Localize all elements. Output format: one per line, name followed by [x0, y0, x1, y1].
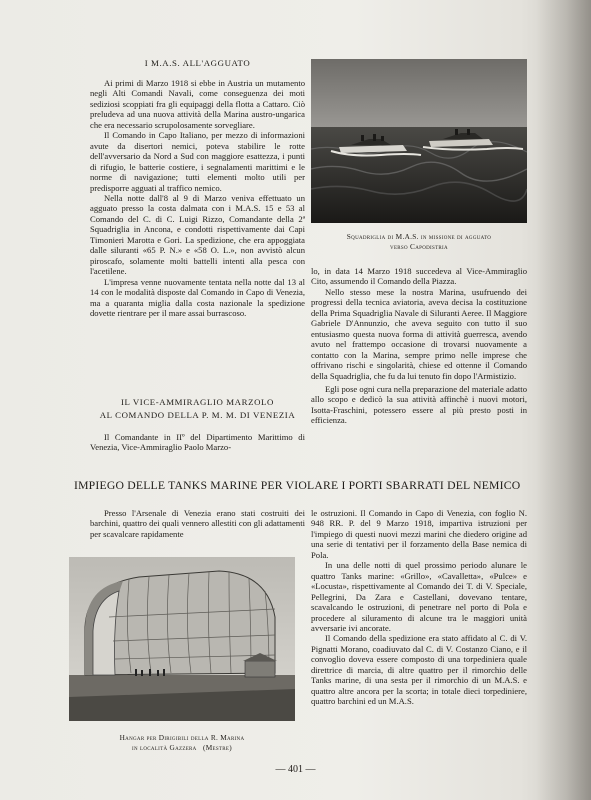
section-title-line: AL COMANDO DELLA P. M. M. DI VENEZIA — [99, 410, 296, 420]
caption-line: in località Gazzera (Mestre) — [131, 743, 232, 752]
paragraph: Nella notte dall'8 al 9 di Marzo veniva effettuato un agguato presso la costa dalmata con i M.A.S. 15 e 53 al Comando del C. di C. Luigi Rizzo, Comandante della 2ª Squadriglia in Ancona, e condotti rispettivamente dai Capi Timonieri Marotta e Gori. La spedizione, che era appoggiata dalle siluranti «65 P. N.» e «58 O. L.», non avvistò alcun piroscafo, solamente molti battelli intenti alla pesca con l'acetilene. — [90, 192, 305, 277]
paragraph: Il Comando in Capo Italiano, per mezzo di informazioni avute da disertori nemici, poteva stabilire le rotte dell'avversario da Nord a Sud con maggiore esattezza, i punti di rifugio, le batterie costiere, i segnalamenti marittimi e le norme di navigazione; tutti elementi molto utili per predisporre agguati al traffico nemico. — [90, 130, 305, 193]
paragraph: Ai primi di Marzo 1918 si ebbe in Austria un mutamento negli Alti Comandi Navali, come conseguenza dei moti sediziosi scoppiati fra gli equipaggi della flotta a Cattaro. Ciò preludeva ad una nuova attività della Marina austro-ungarica che era necessario scrupolosamente sorvegliare. — [90, 78, 305, 130]
photo-airship-hangar — [69, 557, 295, 721]
caption-line: Squadriglia di M.A.S. in missione di agguato — [346, 232, 492, 241]
photo-airship-hangar-image — [69, 557, 295, 721]
paragraph: Il Comando della spedizione era stato affidato al C. di V. Pignatti Morano, coadiuvato dal C. di V. Costanzo Ciano, e il convoglio doveva essere composto di una torpediniera quale direttrice di marcia, di altre quattro per il rimorchio delle Tanks marine, di una sesta per il rimorchio di un M.A.S. e quattro altre ancora per la scorta; in totale dieci torpediniere, quattro barchini ed un M.A.S. — [311, 633, 527, 707]
paragraph: L'impresa venne nuovamente tentata nella notte dal 13 al 14 con le modalità disposte dal Comando in Capo di Venezia, ma a quaranta miglia dalla costa nazionale la spedizione dovette rientrare per il mare assai burrascoso. — [90, 276, 305, 318]
page-edge-shadow — [536, 0, 591, 800]
left-column-lower — [90, 508, 305, 539]
caption-line: verso Capodistria — [390, 242, 448, 251]
section-title-marzolo — [90, 396, 305, 422]
section-title-line: IL VICE-AMMIRAGLIO MARZOLO — [121, 397, 274, 407]
caption-line: Hangar per Dirigibili della R. Marina — [119, 733, 245, 742]
paragraph: lo, in data 14 Marzo 1918 succedeva al Vice-Ammiraglio Cito, assumendo il Comando della Piazza. — [311, 266, 527, 287]
paragraph: Presso l'Arsenale di Venezia erano stati costruiti dei barchini, quattro dei quali vennero allestiti con gli adattamenti per scavalcare rapidamente — [90, 508, 305, 539]
left-column-upper — [90, 78, 305, 318]
section-title-tanks-marine: IMPIEGO DELLE TANKS MARINE PER VIOLARE I PORTI SBARRATI DEL NEMICO — [74, 479, 521, 492]
left-column-marzolo — [90, 432, 305, 453]
paragraph: Il Comandante in IIº del Dipartimento Marittimo di Venezia, Vice-Ammiraglio Paolo Marzo- — [90, 432, 305, 453]
photo-hangar-caption — [62, 733, 302, 753]
page-number: — 401 — — [275, 764, 316, 775]
photo-mas-squadron — [311, 59, 527, 223]
right-column-upper — [311, 266, 527, 426]
paragraph: Egli pose ogni cura nella preparazione del materiale adatto allo scopo e dedicò la sua attività affinchè i nuovi motori, Isotta-Fraschini, potessero essere al più presto posti in efficienza. — [311, 383, 527, 426]
right-column-lower — [311, 508, 527, 707]
paragraph: In una delle notti di quel prossimo periodo alunare le quattro Tanks marine: «Grillo», «Cavalletta», «Pulce» e «Locusta», rispettivamente al Comando dei T. di V. Speciale, Pellegrini, Da Zara e Castellani, dovevano tentare, scavalcando le ostruzioni, di penetrare nel porto di Pola e procedere al siluramento di alcune tra le maggiori unità avversarie ivi ancorate. — [311, 560, 527, 633]
paragraph: le ostruzioni. Il Comando in Capo di Venezia, con foglio N. 948 RR. P. del 9 Marzo 1918, impartiva istruzioni per l'impiego di questi nuovi mezzi marini che diedero origine ad una serie di tentativi per il forzamento della Base nemica di Pola. — [311, 508, 527, 560]
photo-mas-caption — [300, 232, 538, 252]
paragraph: Nello stesso mese la nostra Marina, usufruendo dei progressi della tecnica aviatoria, aveva decisa la costituzione della Prima Squadriglia Navale di Siluranti Aeree. Il Maggiore Gabriele D'Annunzio, che aveva seguito con tutto il suo entusiasmo questa nuova forma di attività guerresca, avendo avuto nel frattempo occasione di trovarsi nuovamente a contatto con la Marina, sempre primo nelle imprese che offrivano rischi e singolarità, chiese ed ottenne il Comando della Squadriglia, che fu da lui tenuto fin dopo l'Armistizio. — [311, 286, 527, 381]
section-title-mas-agguato: I M.A.S. ALL'AGGUATO — [144, 58, 251, 68]
photo-mas-squadron-image — [311, 59, 527, 223]
